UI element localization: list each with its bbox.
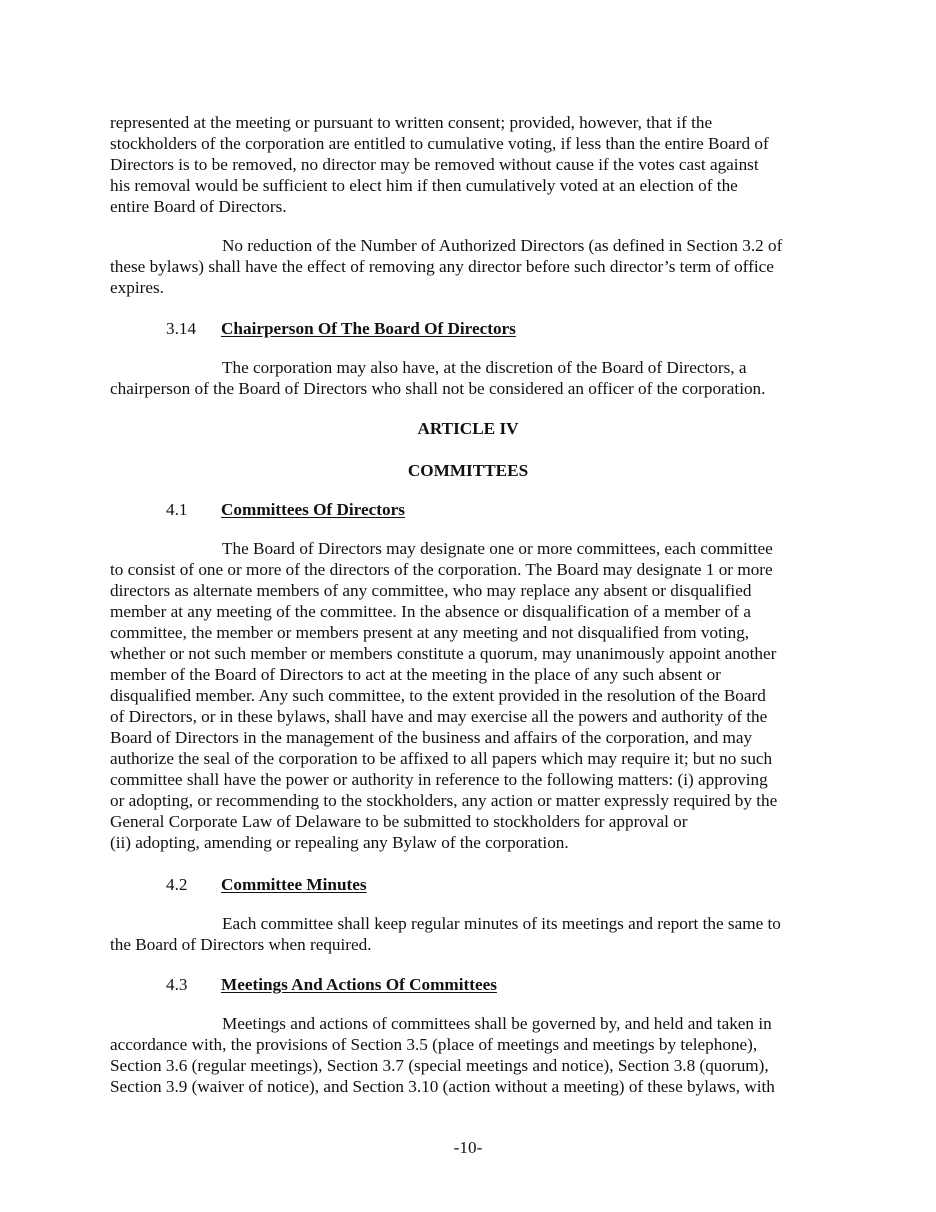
text-line: the Board of Directors when required. <box>110 935 372 954</box>
section-number: 4.1 <box>166 500 188 519</box>
text-line: General Corporate Law of Delaware to be submitted to stockholders for approval or <box>110 812 688 831</box>
text-line: or adopting, or recommending to the stockholders, any action or matter expressly required by the <box>110 791 778 810</box>
text-line: committee, the member or members present at any meeting and not disqualified from voting, <box>110 623 750 642</box>
text-line: directors as alternate members of any committee, who may replace any absent or disqualified <box>110 581 752 600</box>
text-line: Meetings and actions of committees shall be governed by, and held and taken in <box>222 1014 772 1033</box>
text-line: to consist of one or more of the directors of the corporation. The Board may designate 1 or more <box>110 560 773 579</box>
text-line: entire Board of Directors. <box>110 197 287 216</box>
section-number: 4.2 <box>166 875 188 894</box>
text-line: disqualified member. Any such committee, to the extent provided in the resolution of the Board <box>110 686 766 705</box>
text-line: member at any meeting of the committee. In the absence or disqualification of a member of a <box>110 602 751 621</box>
section-title: Meetings And Actions Of Committees <box>221 975 497 994</box>
section-title: Committees Of Directors <box>221 500 405 519</box>
text-line: The corporation may also have, at the discretion of the Board of Directors, a <box>222 358 747 377</box>
text-line: these bylaws) shall have the effect of removing any director before such director’s term of office <box>110 257 774 276</box>
text-line: of Directors, or in these bylaws, shall have and may exercise all the powers and authority of the <box>110 707 768 726</box>
paragraph-removal-continued <box>110 112 826 217</box>
text-line: authorize the seal of the corporation to be affixed to all papers which may require it; but no such <box>110 749 773 768</box>
text-line: The Board of Directors may designate one or more committees, each committee <box>222 539 773 558</box>
text-line: represented at the meeting or pursuant to written consent; provided, however, that if the <box>110 113 713 132</box>
text-line: Board of Directors in the management of the business and affairs of the corporation, and may <box>110 728 753 747</box>
paragraph-meetings-of-committees <box>110 1013 826 1097</box>
paragraph-committee-minutes <box>110 913 826 955</box>
section-number: 4.3 <box>166 975 188 994</box>
text-line: whether or not such member or members constitute a quorum, may unanimously appoint another <box>110 644 777 663</box>
page-number: -10- <box>453 1138 483 1157</box>
text-line: committee shall have the power or authority in reference to the following matters: (i) approving <box>110 770 768 789</box>
text-line: accordance with, the provisions of Section 3.5 (place of meetings and meetings by telephone), <box>110 1035 758 1054</box>
text-line: Directors is to be removed, no director may be removed without cause if the votes cast against <box>110 155 759 174</box>
section-title: Chairperson Of The Board Of Directors <box>221 319 516 338</box>
text-line: member of the Board of Directors to act at the meeting in the place of any such absent or <box>110 665 721 684</box>
text-line: No reduction of the Number of Authorized Directors (as defined in Section 3.2 of <box>222 236 783 255</box>
text-line: his removal would be sufficient to elect him if then cumulatively voted at an election of the <box>110 176 738 195</box>
section-title: Committee Minutes <box>221 875 367 894</box>
article-label: ARTICLE IV <box>417 419 519 438</box>
text-line: chairperson of the Board of Directors who shall not be considered an officer of the corporation. <box>110 379 766 398</box>
text-line: Section 3.6 (regular meetings), Section 3.7 (special meetings and notice), Section 3.8 (quorum), <box>110 1056 769 1075</box>
paragraph-chairperson <box>110 357 826 399</box>
text-line: Each committee shall keep regular minutes of its meetings and report the same to <box>222 914 781 933</box>
article-heading: COMMITTEES <box>407 461 529 480</box>
text-line: Section 3.9 (waiver of notice), and Section 3.10 (action without a meeting) of these bylaws, with <box>110 1077 775 1096</box>
paragraph-committees-of-directors <box>110 538 826 853</box>
paragraph-no-reduction <box>110 235 826 298</box>
text-line: expires. <box>110 278 164 297</box>
text-line: stockholders of the corporation are entitled to cumulative voting, if less than the entire Board of <box>110 134 769 153</box>
text-line: (ii) adopting, amending or repealing any Bylaw of the corporation. <box>110 833 569 852</box>
section-number: 3.14 <box>166 319 197 338</box>
